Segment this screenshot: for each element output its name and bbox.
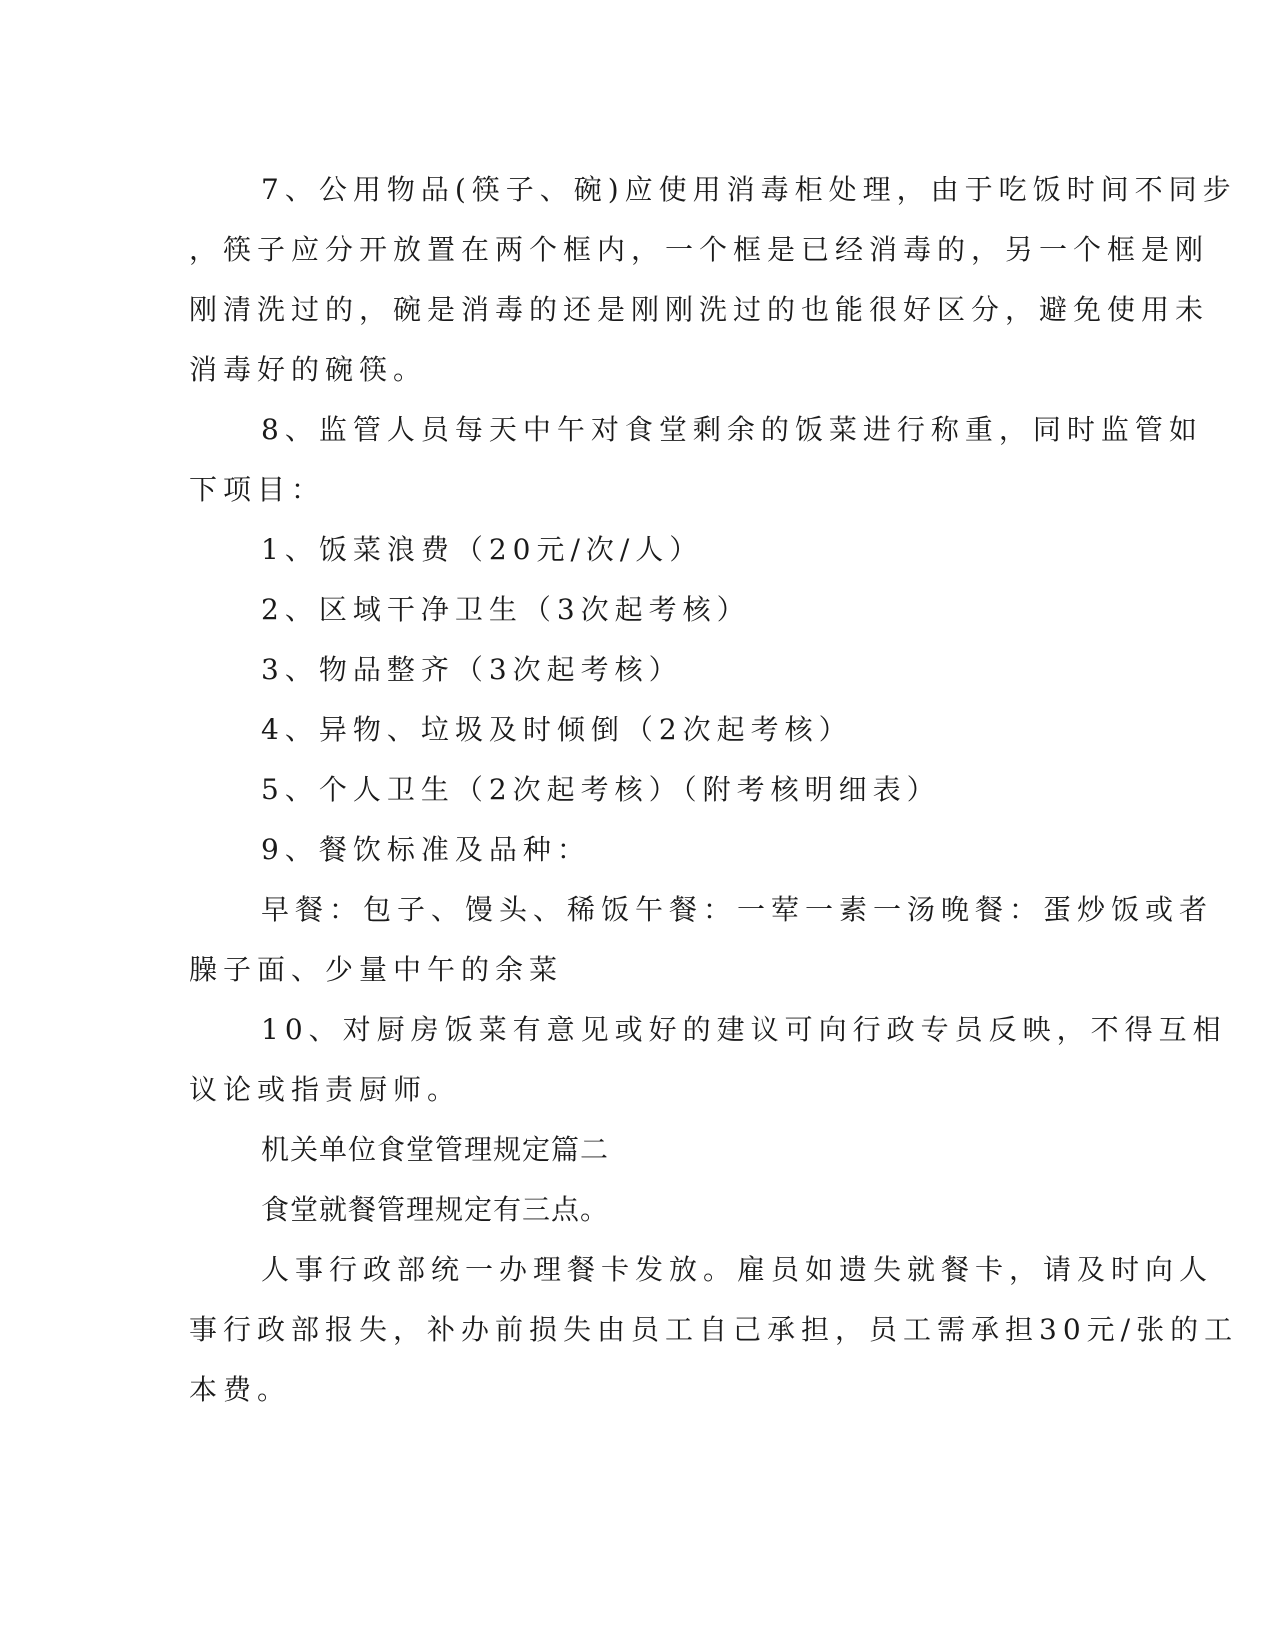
list-item: 3、物品整齐（3次起考核） (261, 653, 683, 686)
text-line: 10、对厨房饭菜有意见或好的建议可向行政专员反映，不得互相 (261, 1013, 1227, 1046)
list-item: 5、个人卫生（2次起考核）（附考核明细表） (261, 773, 941, 806)
text-line: 9、餐饮标准及品种： (261, 833, 591, 866)
text-line: 下项目： (189, 473, 326, 506)
text-line: 消毒好的碗筷。 (189, 353, 428, 386)
text-line: 臊子面、少量中午的余菜 (189, 953, 564, 986)
list-item: 2、区域干净卫生（3次起考核） (261, 593, 751, 626)
text-line: 7、公用物品(筷子、碗)应使用消毒柜处理，由于吃饭时间不同步 (261, 173, 1237, 206)
text-line: 人事行政部统一办理餐卡发放。雇员如遗失就餐卡，请及时向人 (261, 1253, 1214, 1286)
text-line: 8、监管人员每天中午对食堂剩余的饭菜进行称重，同时监管如 (261, 413, 1203, 446)
text-line: 本费。 (189, 1373, 292, 1406)
text-line: 议论或指责厨师。 (189, 1073, 462, 1106)
list-item: 4、异物、垃圾及时倾倒（2次起考核） (261, 713, 853, 746)
text-line: ，筷子应分开放置在两个框内，一个框是已经消毒的，另一个框是刚 (189, 233, 1210, 266)
text-line: 食堂就餐管理规定有三点。 (261, 1193, 610, 1226)
text-line: 早餐：包子、馒头、稀饭午餐：一荤一素一汤晚餐：蛋炒饭或者 (261, 893, 1214, 926)
text-line: 事行政部报失，补办前损失由员工自己承担，员工需承担30元/张的工 (189, 1313, 1239, 1346)
list-item: 1、饭菜浪费（20元/次/人） (261, 533, 704, 566)
document-body (189, 160, 1239, 1420)
section-heading: 机关单位食堂管理规定篇二 (261, 1133, 610, 1166)
text-line: 刚清洗过的，碗是消毒的还是刚刚洗过的也能很好区分，避免使用未 (189, 293, 1210, 326)
